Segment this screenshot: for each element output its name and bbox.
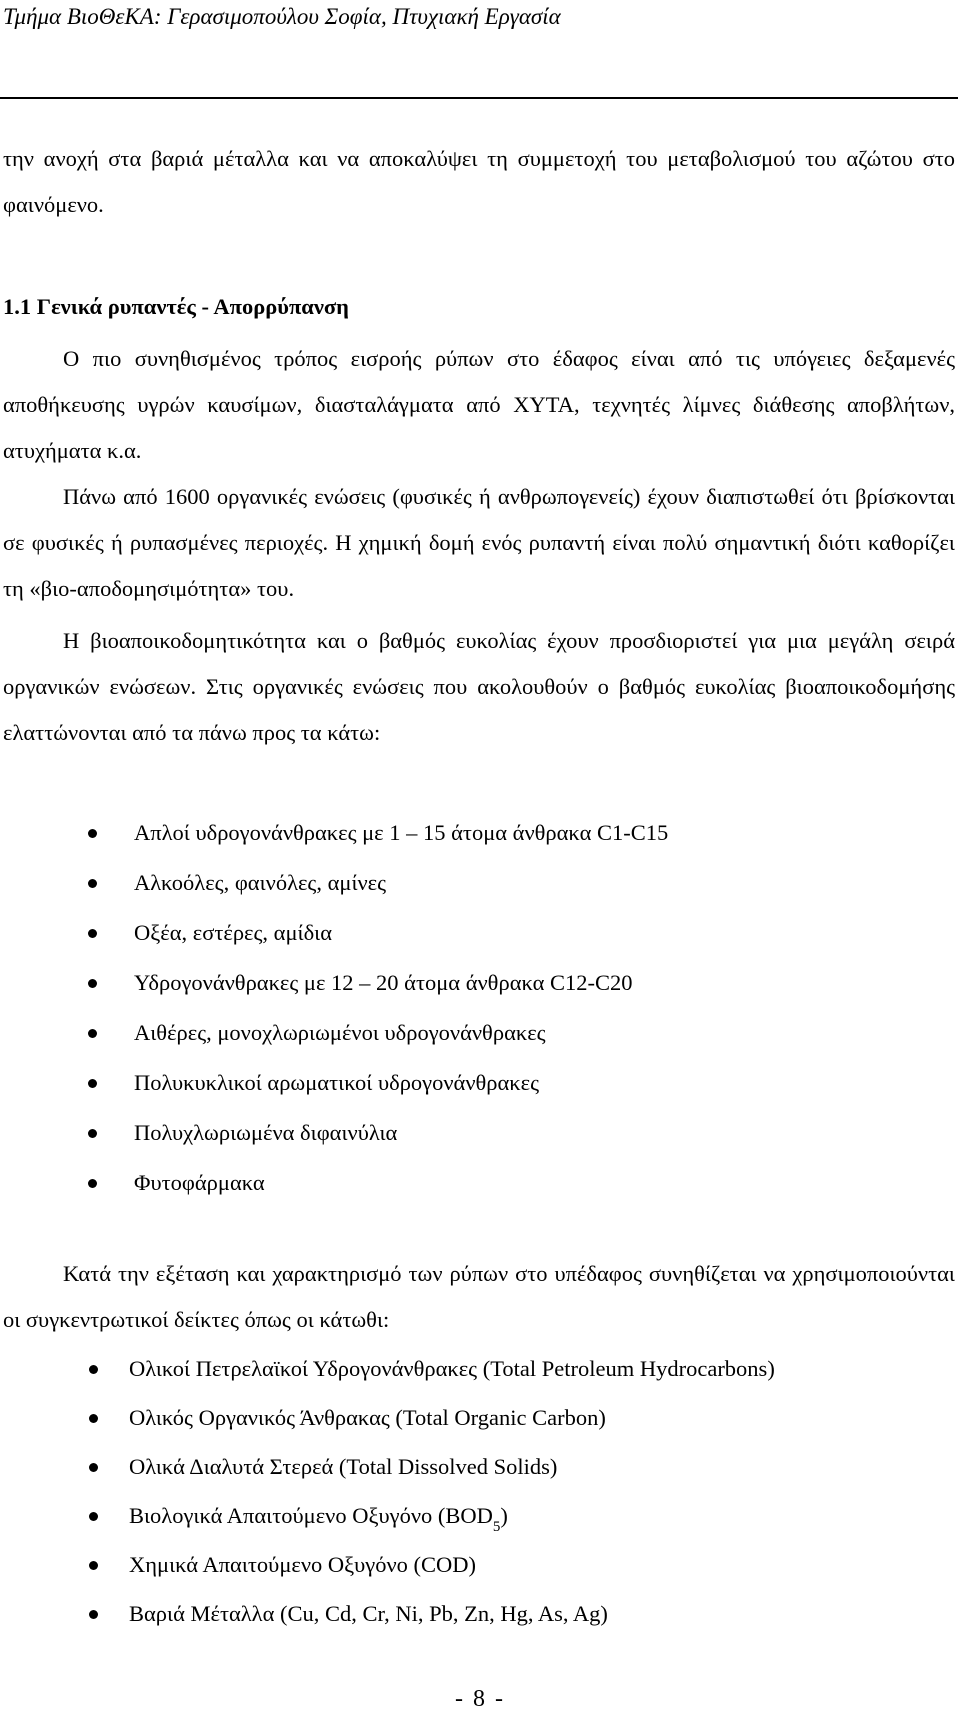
list-item: Φυτοφάρμακα xyxy=(88,1160,668,1210)
list-item: Οξέα, εστέρες, αμίδια xyxy=(88,910,668,960)
biodegradability-list xyxy=(88,810,668,1210)
paragraph-4: Κατά την εξέταση και χαρακτηρισμό των ρύπων στο υπέδαφος συνηθίζεται να χρησιμοποιούνται οι συγκεντρωτικοί δείκτες όπως οι κάτωθι: xyxy=(3,1261,955,1332)
running-header: Τμήμα ΒιοΘεΚΑ: Γερασιμοπούλου Σοφία, Πτυχιακή Εργασία xyxy=(3,4,561,29)
bullet-icon xyxy=(89,1512,98,1521)
list-item: Βιολογικά Απαιτούμενο Οξυγόνο $(BOD_5)$ xyxy=(89,1493,775,1542)
list-item: Ολικοί Πετρελαϊκοί Υδρογονάνθρακες (Total Petroleum Hydrocarbons) xyxy=(89,1346,775,1395)
bullet-icon xyxy=(89,1561,98,1570)
section-heading: 1.1 Γενικά ρυπαντές - Απορρύπανση xyxy=(3,294,349,319)
paragraph-1: Ο πιο συνηθισμένος τρόπος εισροής ρύπων στο έδαφος είναι από τις υπόγειες δεξαμενές αποθήκευσης υγρών καυσίμων, διασταλάγματα από ΧΥΤΑ, τεχνητές λίμνες διάθεσης αποβλήτων, ατυχήματα κ.α. xyxy=(3,346,955,463)
bullet-icon xyxy=(88,1179,97,1188)
bod-close-paren: ) xyxy=(500,1503,508,1528)
paragraph-continuation: την ανοχή στα βαριά μέταλλα και να αποκαλύψει τη συμμετοχή του μεταβολισμού του αζώτου στο φαινόμενο. xyxy=(3,146,955,217)
paragraph-2: Πάνω από 1600 οργανικές ενώσεις (φυσικές ή ανθρωπογενείς) έχουν διαπιστωθεί ότι βρίσκονται σε φυσικές ή ρυπασμένες περιοχές. Η χημική δομή ενός ρυπαντή είναι πολύ σημαντική διότι καθορίζει τη «βιο-αποδομησιμότητα» του. xyxy=(3,484,955,601)
bullet-icon xyxy=(88,829,97,838)
bullet-icon xyxy=(88,1079,97,1088)
list-item: Βαριά Μέταλλα (Cu, Cd, Cr, Ni, Pb, Zn, Hg, As, Ag) xyxy=(89,1591,775,1640)
bullet-icon xyxy=(88,1029,97,1038)
bullet-icon xyxy=(88,879,97,888)
bullet-icon xyxy=(89,1463,98,1472)
list-item: Ολικά Διαλυτά Στερεά (Total Dissolved Solids) xyxy=(89,1444,775,1493)
list-item: Αιθέρες, μονοχλωριωμένοι υδρογονάνθρακες xyxy=(88,1010,668,1060)
bullet-icon xyxy=(88,1129,97,1138)
bullet-icon xyxy=(89,1610,98,1619)
list-item: Πολυκυκλικοί αρωματικοί υδρογονάνθρακες xyxy=(88,1060,668,1110)
bullet-icon xyxy=(88,979,97,988)
list-item: Πολυχλωριωμένα διφαινύλια xyxy=(88,1110,668,1160)
list-item: Αλκοόλες, φαινόλες, αμίνες xyxy=(88,860,668,910)
aggregate-indicators-list xyxy=(89,1346,775,1640)
bullet-icon xyxy=(89,1414,98,1423)
list-item: Απλοί υδρογονάνθρακες με 1 – 15 άτομα άνθρακα C1-C15 xyxy=(88,810,668,860)
list-item: Ολικός Οργανικός Άνθρακας (Total Organic Carbon) xyxy=(89,1395,775,1444)
list-item: Υδρογονάνθρακες με 12 – 20 άτομα άνθρακα C12-C20 xyxy=(88,960,668,1010)
bod-subscript: 5 xyxy=(492,1519,501,1535)
page-number: - 8 - xyxy=(455,1686,505,1712)
list-item: Χημικά Απαιτούμενο Οξυγόνο (COD) xyxy=(89,1542,775,1591)
paragraph-3: Η βιοαποικοδομητικότητα και ο βαθμός ευκολίας έχουν προσδιοριστεί για μια μεγάλη σειρά οργανικών ενώσεων. Στις οργανικές ενώσεις που ακολουθούν ο βαθμός ευκολίας βιοαποικοδομήσης ελαττώνονται από τα πάνω προς τα κάτω: xyxy=(3,628,955,745)
header-rule xyxy=(0,97,958,99)
bullet-icon xyxy=(88,929,97,938)
bullet-icon xyxy=(89,1365,98,1374)
